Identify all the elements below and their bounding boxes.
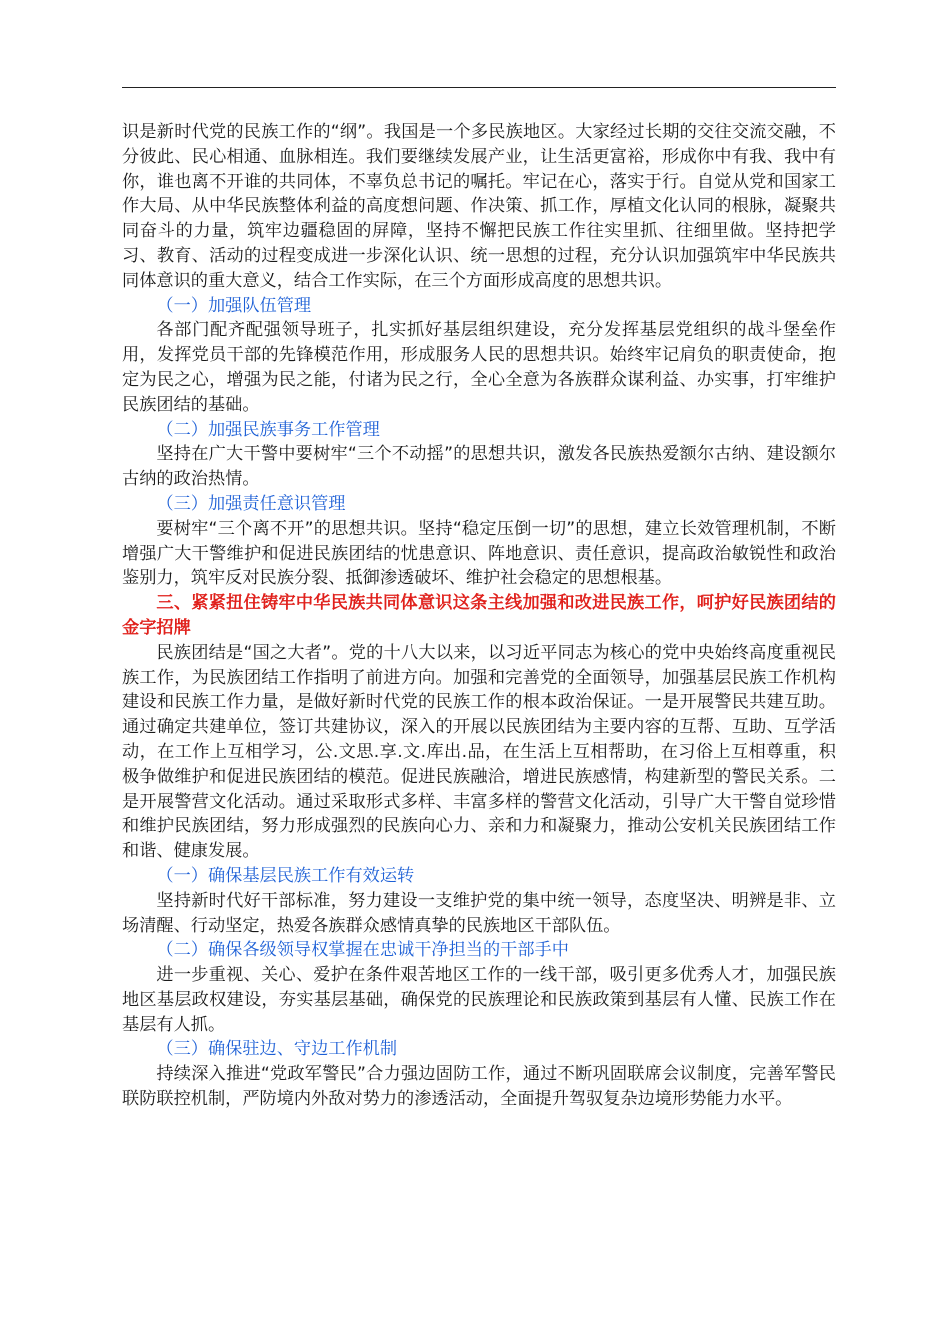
body-paragraph: 进一步重视、关心、爱护在条件艰苦地区工作的一线干部，吸引更多优秀人才，加强民族地区基层政权建设，夯实基层基础，确保党的民族理论和民族政策到基层有人懂、民族工作在基层有人抓。	[122, 965, 836, 1035]
section-subheading: （三）加强责任意识管理	[156, 493, 346, 514]
section-subheading: （二）加强民族事务工作管理	[156, 419, 380, 440]
body-paragraph: 要树牢“三个离不开”的思想共识。坚持“稳定压倒一切”的思想，建立长效管理机制，不断增强广大干警维护和促进民族团结的忧患意识、阵地意识、责任意识，提高政治敏锐性和政治鉴别力，筑牢反对民族分裂、抵御渗透破坏、维护社会稳定的思想根基。	[122, 518, 836, 589]
body-paragraph: 识是新时代党的民族工作的“纲”。我国是一个多民族地区。大家经过长期的交往交流交融，不分彼此、民心相通、血脉相连。我们要继续发展产业，让生活更富裕，形成你中有我、我中有你，谁也离不开谁的共同体，不辜负总书记的嘱托。牢记在心，落实于行。自觉从党和国家工作大局、从中华民族整体利益的高度想问题、作决策、抓工作，厚植文化认同的根脉，凝聚共同奋斗的力量，筑牢边疆稳固的屏障，坚持不懈把民族工作往实里抓、往细里做。坚持把学习、教育、活动的过程变成进一步深化认识、统一思想的过程，充分认识加强筑牢中华民族共同体意识的重大意义，结合工作实际，在三个方面形成高度的思想共识。	[122, 122, 836, 291]
header-rule	[122, 87, 836, 88]
section-subheading: （二）确保各级领导权掌握在忠诚干净担当的干部手中	[156, 940, 569, 961]
section-subheading: （一）确保基层民族工作有效运转	[156, 865, 415, 886]
body-paragraph: 坚持新时代好干部标准，努力建设一支维护党的集中统一领导，态度坚决、明辨是非、立场清醒、行动坚定，热爱各族群众感情真挚的民族地区干部队伍。	[122, 890, 836, 936]
major-section-heading: 三、紧紧扭住铸牢中华民族共同体意识这条主线加强和改进民族工作，呵护好民族团结的金字招牌	[122, 593, 836, 638]
document-body	[122, 120, 836, 1112]
body-paragraph: 持续深入推进“党政军警民”合力强边固防工作，通过不断巩固联席会议制度，完善军警民联防联控机制，严防境内外敌对势力的渗透活动，全面提升驾驭复杂边境形势能力水平。	[122, 1064, 836, 1110]
body-paragraph: 各部门配齐配强领导班子，扎实抓好基层组织建设，充分发挥基层党组织的战斗堡垒作用，发挥党员干部的先锋模范作用，形成服务人民的思想共识。始终牢记肩负的职责使命，抱定为民之心，增强为民之能，付诸为民之行，全心全意为各族群众谋利益、办实事，打牢维护民族团结的基础。	[122, 320, 836, 415]
section-subheading: （三）确保驻边、守边工作机制	[156, 1039, 398, 1060]
body-paragraph: 坚持在广大干警中要树牢“三个不动摇”的思想共识，激发各民族热爱额尔古纳、建设额尔古纳的政治热情。	[122, 444, 836, 490]
body-paragraph: 民族团结是“国之大者”。党的十八大以来，以习近平同志为核心的党中央始终高度重视民族工作，为民族团结工作指明了前进方向。加强和完善党的全面领导，加强基层民族工作机构建设和民族工作力量，是做好新时代党的民族工作的根本政治保证。一是开展警民共建互助。通过确定共建单位，签订共建协议，深入的开展以民族团结为主要内容的互帮、互助、互学活动，在工作上互相学习，公.文思.享.文.库出.品，在生活上互相帮助，在习俗上互相尊重，积极争做维护和促进民族团结的模范。促进民族融洽，增进民族感情，构建新型的警民关系。二是开展警营文化活动。通过采取形式多样、丰富多样的警营文化活动，引导广大干警自觉珍惜和维护民族团结，努力形成强烈的民族向心力、亲和力和凝聚力，推动公安机关民族团结工作和谐、健康发展。	[122, 642, 836, 862]
section-subheading: （一）加强队伍管理	[156, 295, 312, 316]
